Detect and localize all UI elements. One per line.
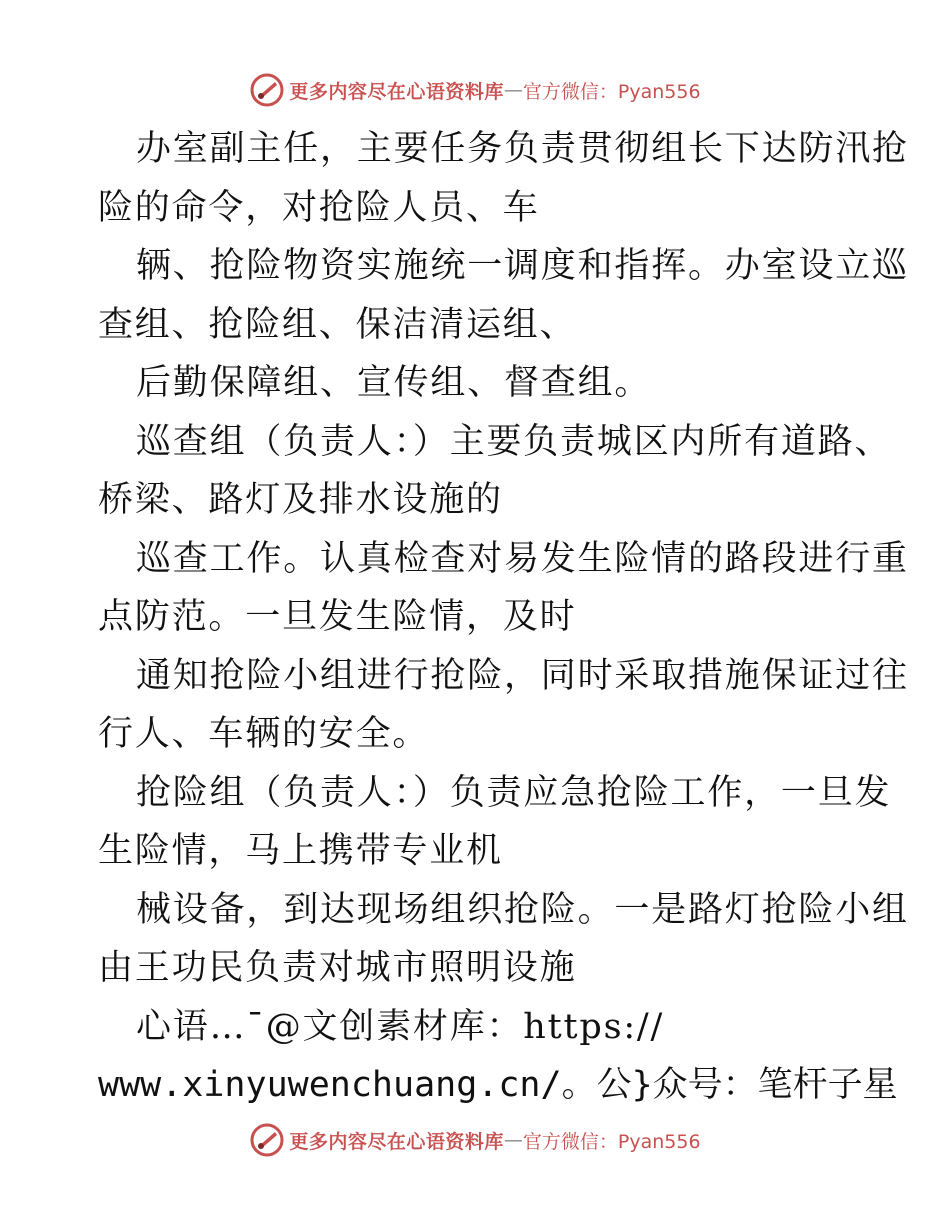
text-line: 辆、抢险物资实施统一调度和指挥。办室设立巡: [136, 246, 909, 286]
banner-separator: —: [503, 1129, 523, 1151]
text-line: 通知抢险小组进行抢险，同时采取措施保证过往: [136, 655, 909, 696]
text-line: 心语…¯@文创素材库：https://: [136, 1006, 665, 1047]
banner-separator: —: [503, 79, 523, 101]
text-line: 办室副主任，主要任务负责贯彻组长下达防汛抢: [136, 129, 909, 169]
banner-title: 更多内容尽在心语资料库: [289, 80, 504, 103]
text-line: 点防范。一旦发生险情，及时: [98, 597, 577, 637]
text-line: 械设备，到达现场组织抢险。一是路灯抢险小组: [136, 889, 909, 930]
header-banner: [0, 70, 950, 110]
xinyu-logo-icon: [249, 72, 285, 108]
text-line: 行人、车辆的安全。: [98, 714, 430, 754]
banner-title: 更多内容尽在心语资料库: [289, 1130, 504, 1153]
text-line: 查组、抢险组、保洁清运组、: [98, 304, 577, 345]
text-line-url: www.xinyuwenchuang.cn/。公}众号：笔杆子星: [98, 1065, 898, 1105]
text-line: 抢险组（负责人：）负责应急抢险工作，一旦发: [136, 772, 892, 813]
text-line: 由王功民负责对城市照明设施: [98, 948, 577, 988]
footer-banner: [0, 1120, 950, 1160]
text-line: 生险情，马上携带专业机: [98, 831, 503, 871]
xinyu-logo-icon: [249, 1122, 285, 1158]
banner-wechat: 官方微信：Pyan556: [522, 80, 701, 103]
text-line: 桥梁、路灯及排水设施的: [98, 480, 503, 520]
text-line: 后勤保障组、宣传组、督查组。: [136, 363, 652, 403]
text-line: 巡查组（负责人：）主要负责城区内所有道路、: [136, 421, 892, 462]
banner-wechat: 官方微信：Pyan556: [522, 1130, 701, 1153]
text-line: 险的命令，对抢险人员、车: [98, 187, 540, 228]
document-body: [98, 120, 909, 1115]
text-line: 巡查工作。认真检查对易发生险情的路段进行重: [136, 538, 909, 579]
